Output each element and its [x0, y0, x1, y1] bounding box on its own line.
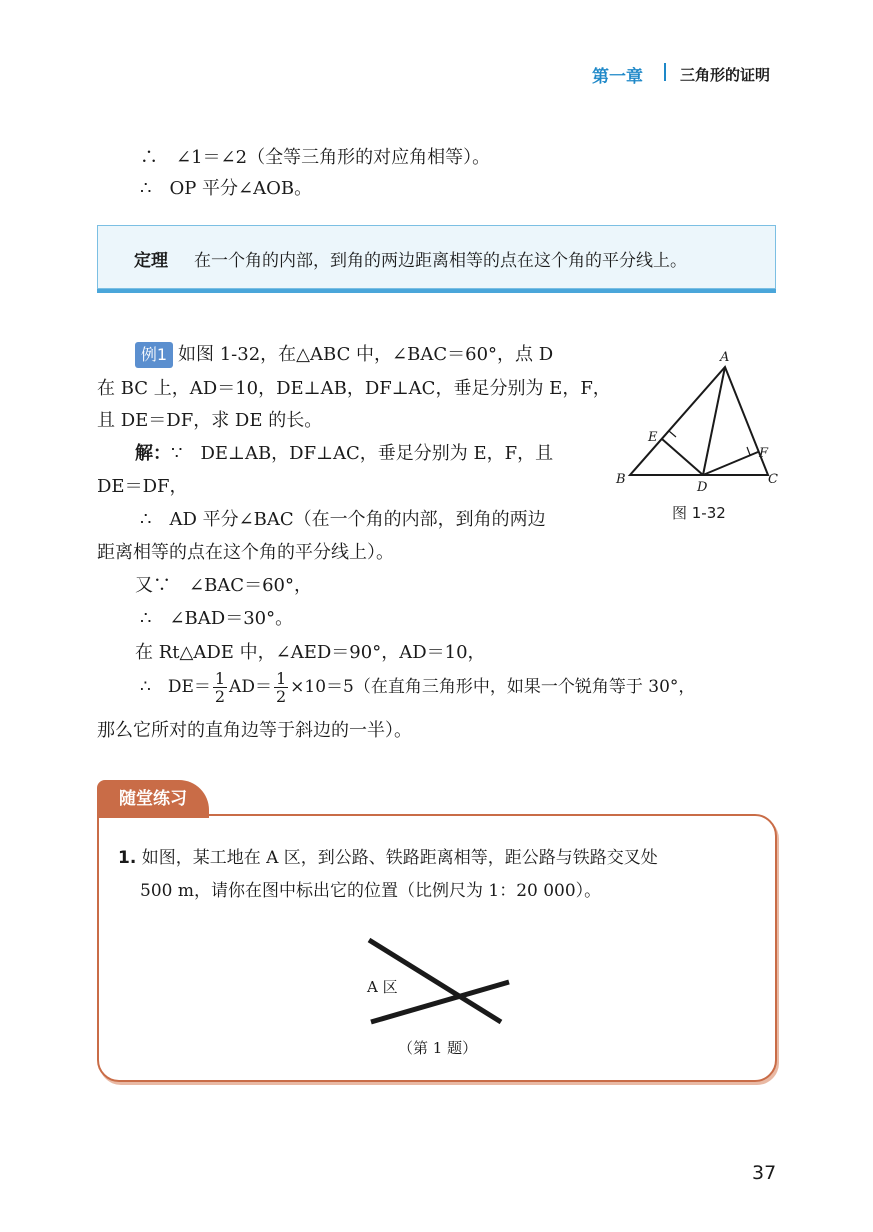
label-d: D	[697, 480, 708, 495]
chapter-title: 三角形的证明	[680, 66, 771, 84]
theorem-box	[97, 225, 776, 289]
proof-line-2: ∴ OP 平分∠AOB。	[140, 178, 313, 199]
proof-line-1: ∴ ∠1＝∠2（全等三角形的对应角相等）。	[140, 147, 491, 168]
problem-number: 1.	[118, 848, 137, 868]
label-a: A	[720, 350, 730, 365]
solution-final-line: ∴ DE＝ $\frac{1}{2}$ AD＝ $\frac{1}{2}$ ×10＝5（在直角三角形中，如果一个锐角等于 30°，	[140, 669, 696, 706]
solution-line-1	[135, 442, 553, 466]
example-question-line-3: 且 DE＝DF，求 DE 的长。	[97, 410, 323, 431]
example-badge: 例1	[135, 342, 173, 368]
solution-line-2: DE＝DF，	[97, 476, 188, 497]
label-b: B	[616, 472, 626, 487]
triangle-figure	[610, 345, 790, 495]
fraction-one-half: $\frac{1}{2}$	[214, 669, 226, 706]
solution-final-line-2: 那么它所对的直角边等于斜边的一半）。	[97, 720, 412, 741]
solution-line-6: ∴ ∠BAD＝30°。	[140, 608, 294, 629]
triangle-abc	[630, 367, 768, 475]
chapter-label: 第一章	[592, 67, 643, 87]
problem-figure-caption: （第 1 题）	[398, 1039, 478, 1057]
solution-label: 解：	[135, 443, 171, 464]
page-number: 37	[752, 1162, 777, 1184]
problem-1-line-1	[118, 846, 658, 870]
solution-line-4: 距离相等的点在这个角的平分线上）。	[97, 542, 394, 563]
label-c: C	[768, 472, 778, 487]
theorem-label: 定理	[134, 251, 168, 271]
segment-ad	[703, 367, 725, 475]
problem-1-line-2: 500 m，请你在图中标出它的位置（比例尺为 1：20 000）。	[140, 881, 602, 901]
theorem-text: 在一个角的内部，到角的两边距离相等的点在这个角的平分线上。	[194, 251, 687, 271]
example-question-line-1: 如图 1-32，在△ABC 中，∠BAC＝60°，点 D	[178, 344, 554, 365]
fraction-one-half-2: $\frac{1}{2}$	[275, 669, 287, 706]
solution-line-7: 在 Rt△ADE 中，∠AED＝90°，AD＝10，	[135, 642, 486, 663]
label-e: E	[648, 430, 658, 445]
solution-text-1: ∵ DE⊥AB，DF⊥AC，垂足分别为 E，F，且	[171, 443, 554, 464]
label-f: F	[759, 446, 769, 461]
segment-de	[662, 439, 703, 475]
area-a-label: A 区	[367, 978, 398, 996]
example-question-line-2: 在 BC 上，AD＝10，DE⊥AB，DF⊥AC，垂足分别为 E，F，	[97, 378, 611, 399]
solution-line-3: ∴ AD 平分∠BAC（在一个角的内部，到角的两边	[140, 509, 546, 530]
header-divider	[664, 63, 666, 81]
problem-text-1: 如图，某工地在 A 区，到公路、铁路距离相等，距公路与铁路交叉处	[141, 848, 658, 868]
solution-line-5: 又∵ ∠BAC＝60°，	[135, 575, 312, 596]
practice-tab: 随堂练习	[97, 780, 209, 818]
figure-caption: 图 1-32	[672, 504, 726, 522]
